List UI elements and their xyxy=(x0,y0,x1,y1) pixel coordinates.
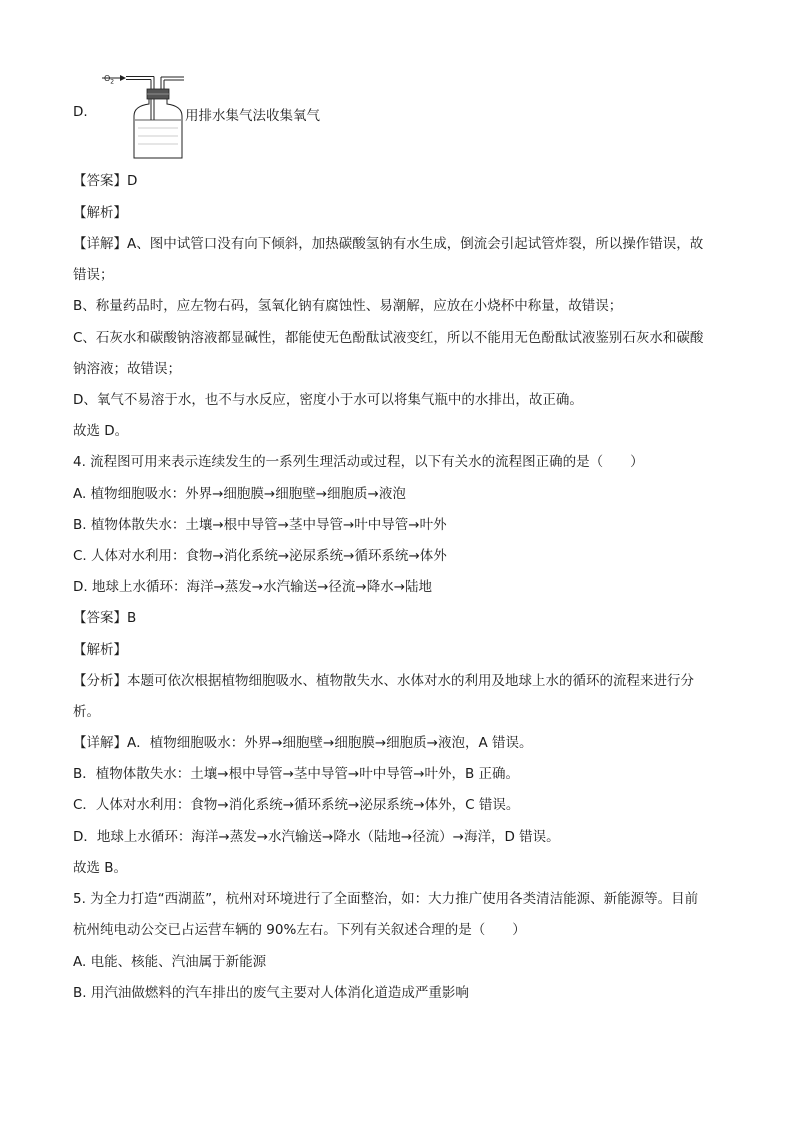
option-label: D. xyxy=(73,104,88,120)
q3-answer: 【答案】D xyxy=(73,173,138,189)
q5-option-b: B. 用汽油做燃料的汽车排出的废气主要对人体消化道造成严重影响 xyxy=(73,985,469,1001)
gas-collection-bottle-diagram xyxy=(98,72,188,164)
q4-fenxi-line1: 【分析】本题可依次根据植物细胞吸水、植物散失水、水体对水的利用及地球上水的循环的流程来进行分 xyxy=(73,673,694,689)
q3-detail-line2: 错误； xyxy=(73,267,114,283)
q4-conclusion: 故选 B。 xyxy=(73,860,128,876)
q3-analysis-title: 【解析】 xyxy=(73,205,127,221)
q5-stem-line2: 杭州纯电动公交已占运营车辆的 90%左右。下列有关叙述合理的是（ ） xyxy=(73,922,526,938)
q3-conclusion: 故选 D。 xyxy=(73,423,129,439)
q4-option-b: B. 植物体散失水：土壤→根中导管→茎中导管→叶中导管→叶外 xyxy=(73,517,447,533)
q3-d-line: D、氧气不易溶于水，也不与水反应，密度小于水可以将集气瓶中的水排出，故正确。 xyxy=(73,392,583,408)
q4-analysis-title: 【解析】 xyxy=(73,642,127,658)
q4-answer: 【答案】B xyxy=(73,610,137,626)
q3-c-line1: C、石灰水和碳酸钠溶液都显碱性，都能使无色酚酞试液变红，所以不能用无色酚酞试液鉴别石灰水和碳酸 xyxy=(73,330,704,346)
q3-c-line2: 钠溶液；故错误； xyxy=(73,361,181,377)
figure-caption: 用排水集气法收集氧气 xyxy=(185,108,320,124)
q4-option-a: A. 植物细胞吸水：外界→细胞膜→细胞壁→细胞质→液泡 xyxy=(73,486,406,502)
q3-detail-line1: 【详解】A、图中试管口没有向下倾斜，加热碳酸氢钠有水生成，倒流会引起试管炸裂，所以操作错误，故 xyxy=(73,236,704,252)
q4-option-c: C. 人体对水利用：食物→消化系统→泌尿系统→循环系统→体外 xyxy=(73,548,447,564)
q4-detail-d: D．地球上水循环：海洋→蒸发→水汽输送→降水（陆地→径流）→海洋，D 错误。 xyxy=(73,829,560,845)
q4-detail-b: B．植物体散失水：土壤→根中导管→茎中导管→叶中导管→叶外，B 正确。 xyxy=(73,766,520,782)
q4-detail-c: C．人体对水利用：食物→消化系统→循环系统→泌尿系统→体外，C 错误。 xyxy=(73,797,520,813)
q5-stem-line1: 5. 为全力打造“西湖蓝”，杭州对环境进行了全面整治，如：大力推广使用各类清洁能源、新能源等。目前 xyxy=(73,891,699,907)
q3-b-line: B、称量药品时，应左物右码，氢氧化钠有腐蚀性、易潮解，应放在小烧杯中称量，故错误； xyxy=(73,298,623,314)
gas-label: $O_2$ xyxy=(104,74,115,86)
q4-option-d: D. 地球上水循环：海洋→蒸发→水汽输送→径流→降水→陆地 xyxy=(73,579,433,595)
q4-detail-a: 【详解】A．植物细胞吸水：外界→细胞壁→细胞膜→细胞质→液泡，A 错误。 xyxy=(73,735,533,751)
q4-fenxi-line2: 析。 xyxy=(73,704,100,720)
q4-stem: 4. 流程图可用来表示连续发生的一系列生理活动或过程，以下有关水的流程图正确的是（ ） xyxy=(73,454,644,470)
q5-option-a: A. 电能、核能、汽油属于新能源 xyxy=(73,954,267,970)
